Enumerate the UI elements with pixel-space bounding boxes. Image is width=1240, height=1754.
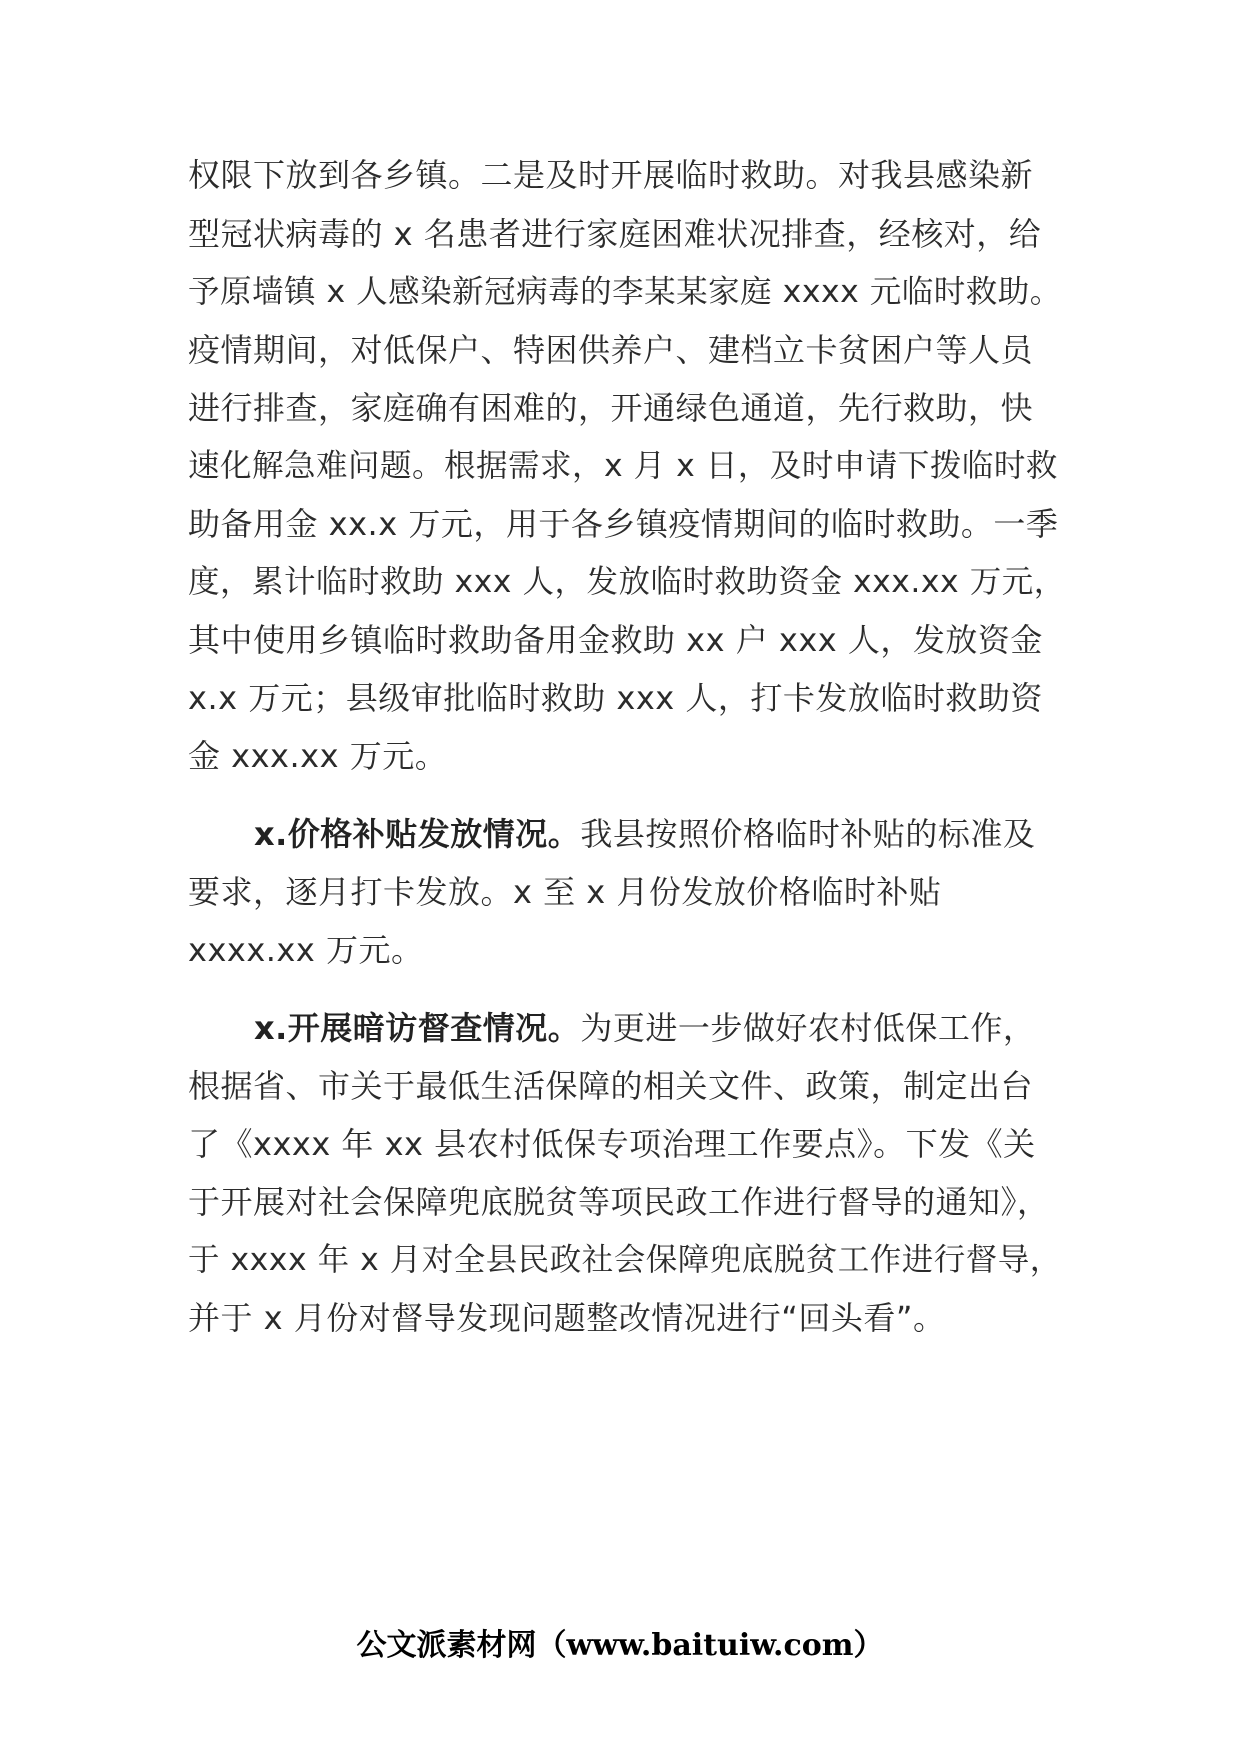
section-heading: x.开展暗访督查情况。 bbox=[254, 1009, 581, 1047]
paragraph-line: 予原墙镇 x 人感染新冠病毒的李某某家庭 xxxx 元临时救助。 bbox=[188, 274, 1062, 310]
paragraph-line: 根据省、市关于最低生活保障的相关文件、政策，制定出台 bbox=[188, 1067, 1034, 1105]
paragraph-line: 了《xxxx 年 xx 县农村低保专项治理工作要点》。下发《关 bbox=[188, 1125, 1036, 1163]
paragraph-line: 要求，逐月打卡发放。x 至 x 月份发放价格临时补贴 bbox=[188, 873, 942, 911]
paragraph-text: 为更进一步做好农村低保工作， bbox=[580, 1009, 1036, 1047]
paragraph-first-line bbox=[254, 1008, 1035, 1048]
paragraph-line: 进行排查，家庭确有困难的，开通绿色通道，先行救助，快 bbox=[188, 389, 1034, 427]
paragraph-line: 并于 x 月份对督导发现问题整改情况进行“回头看”。 bbox=[188, 1299, 946, 1337]
paragraph-line: 于开展对社会保障兜底脱贫等项民政工作进行督导的通知》， bbox=[188, 1183, 1050, 1221]
paragraph-line: 度，累计临时救助 xxx 人，发放临时救助资金 xxx.xx 万元， bbox=[188, 564, 1066, 600]
paragraph-line: 疫情期间，对低保户、特困供养户、建档立卡贫困户等人员 bbox=[188, 331, 1034, 369]
paragraph-line: 于 xxxx 年 x 月对全县民政社会保障兜底脱贫工作进行督导， bbox=[188, 1242, 1062, 1278]
section-heading: x.价格补贴发放情况。 bbox=[254, 815, 581, 853]
footer-source: 公文派素材网（www.baituiw.com） bbox=[356, 1628, 884, 1663]
paragraph-line: 型冠状病毒的 x 名患者进行家庭困难状况排查，经核对，给 bbox=[188, 215, 1042, 253]
paragraph-line: 权限下放到各乡镇。二是及时开展临时救助。对我县感染新 bbox=[188, 156, 1034, 194]
paragraph-line: x.x 万元；县级审批临时救助 xxx 人，打卡发放临时救助资 bbox=[188, 679, 1043, 717]
paragraph-line: 速化解急难问题。根据需求，x 月 x 日，及时申请下拨临时救 bbox=[188, 448, 1058, 484]
paragraph-text: 我县按照价格临时补贴的标准及 bbox=[580, 815, 1036, 853]
paragraph-line: 金 xxx.xx 万元。 bbox=[188, 737, 448, 775]
paragraph-line: 其中使用乡镇临时救助备用金救助 xx 户 xxx 人，发放资金 bbox=[188, 621, 1043, 659]
paragraph-line: 助备用金 xx.x 万元，用于各乡镇疫情期间的临时救助。一季 bbox=[188, 505, 1059, 543]
paragraph-line: xxxx.xx 万元。 bbox=[188, 931, 424, 969]
paragraph-first-line bbox=[254, 814, 1035, 854]
